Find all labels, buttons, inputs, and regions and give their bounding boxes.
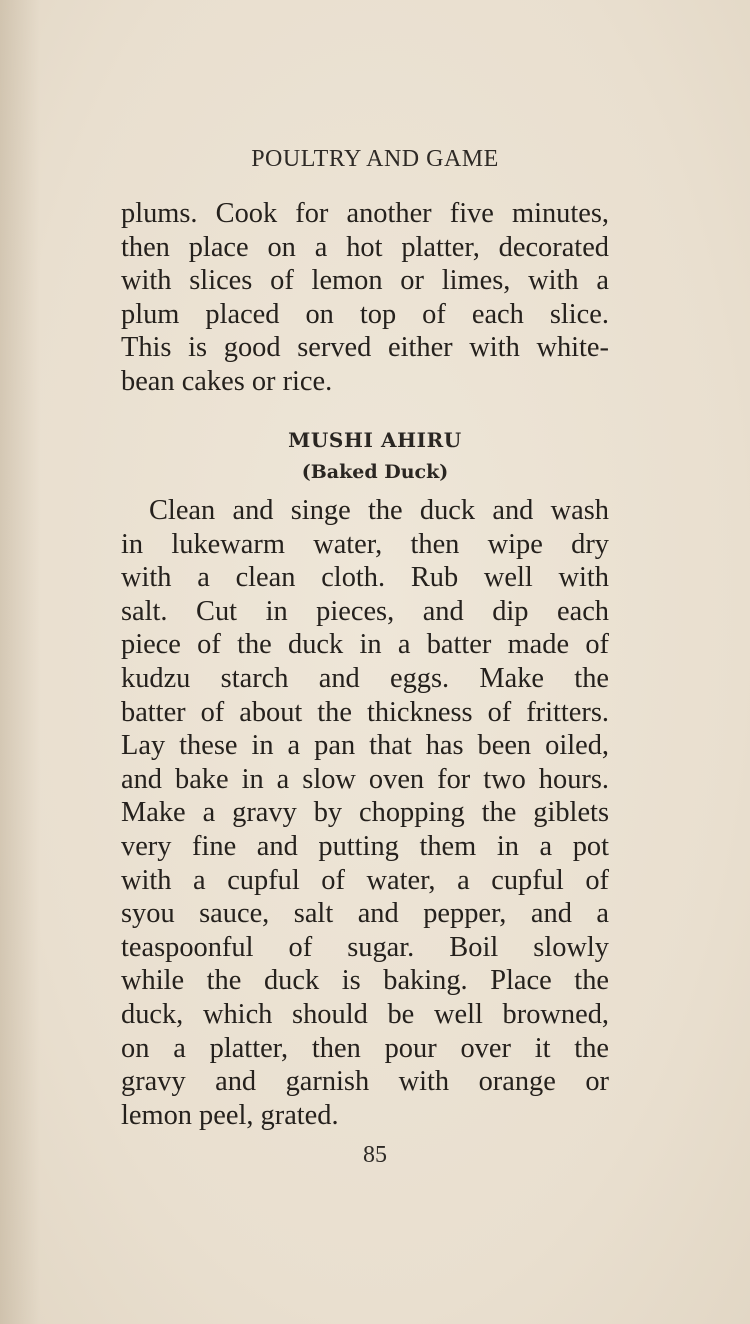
text-line: with a cupful of water, a cupful of [121,864,609,896]
text-line: syou sauce, salt and pepper, and a [121,898,609,930]
recipe-title: MUSHI AHIRU [288,428,462,452]
text-line: This is good served either with white- [121,332,609,364]
continued-paragraph [121,197,609,399]
text-line: bean cakes or rice. [121,365,333,397]
text-line: gravy and garnish with orange or [121,1066,609,1098]
text-line: salt. Cut in pieces, and dip each [121,595,609,627]
text-line: batter of about the thickness of fritters. [121,696,609,728]
text-line: lemon peel, grated. [121,1099,339,1131]
text-line: plum placed on top of each slice. [121,298,609,330]
text-line: very fine and putting them in a pot [121,830,609,862]
text-line: Make a gravy by chopping the giblets [121,797,609,829]
text-line: while the duck is baking. Place the [121,965,609,997]
text-line: with slices of lemon or limes, with a [121,265,609,297]
text-line: Lay these in a pan that has been oiled, [121,730,609,762]
text-line: on a platter, then pour over it the [121,1032,609,1064]
running-head: POULTRY AND GAME [251,146,499,172]
text-line: Clean and singe the duck and wash [149,495,609,526]
recipe-subtitle: (Baked Duck) [301,461,449,483]
text-line: plums. Cook for another five minutes, [121,198,609,229]
text-line: kudzu starch and eggs. Make the [121,662,609,694]
text-line: piece of the duck in a batter made of [121,629,609,661]
text-line: and bake in a slow oven for two hours. [121,763,609,795]
recipe-paragraph [121,494,609,1132]
text-line: duck, which should be well browned, [121,998,609,1030]
gutter-shadow [0,0,40,1324]
text-line: with a clean cloth. Rub well with [121,562,609,594]
text-line: teaspoonful of sugar. Boil slowly [121,931,609,963]
text-line: in lukewarm water, then wipe dry [121,528,609,560]
page-number: 85 [363,1142,387,1168]
text-line: then place on a hot platter, decorated [121,231,609,263]
